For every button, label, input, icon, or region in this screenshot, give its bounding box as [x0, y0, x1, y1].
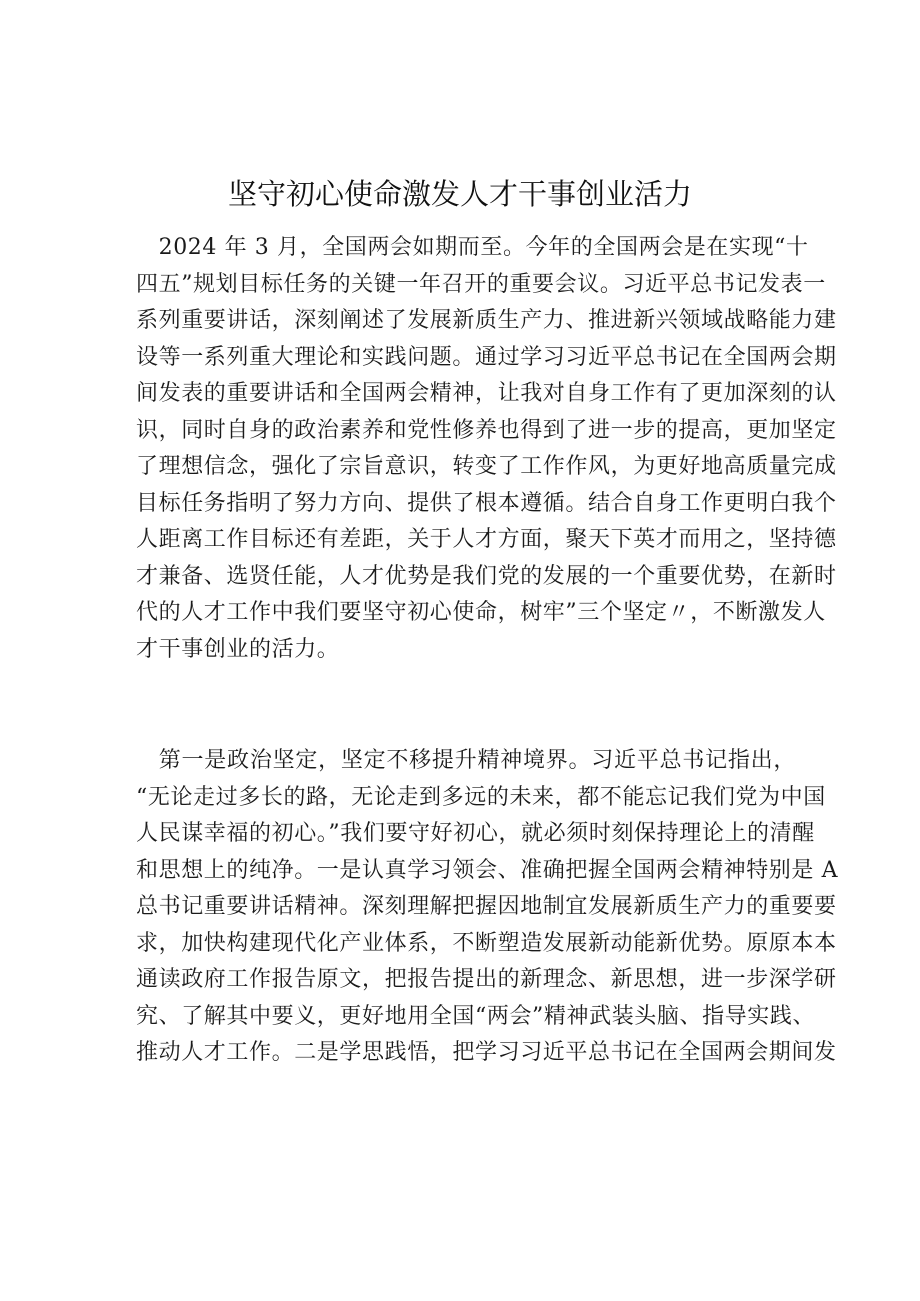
- text-line: 第一是政治坚定，坚定不移提升精神境界。习近平总书记指出，: [136, 748, 796, 773]
- text-line: 推动人才工作。二是学思践悟，把学习习近平总书记在全国两会期间发: [136, 1040, 837, 1065]
- text-line: 目标任务指明了努力方向、提供了根本遵循。结合自身工作更明白我个: [136, 490, 837, 516]
- paragraph-first-point: [136, 743, 839, 1072]
- text-line: 代的人才工作中我们要坚守初心使命，树牢”三个坚定〃，不断激发人: [136, 600, 826, 625]
- text-line: 总书记重要讲话精神。深刻理解把握因地制宜发展新质生产力的重要要: [136, 894, 837, 919]
- text-line: 才干事创业的活力。: [136, 636, 340, 662]
- text-line: 识，同时自身的政治素养和党性修养也得到了进一步的提高，更加坚定: [136, 417, 837, 443]
- text-line: 2024 年 3 月，全国两会如期而至。今年的全国两会是在实现“十: [136, 235, 809, 260]
- text-line: 求，加快构建现代化产业体系，不断塑造发展新动能新优势。原原本本: [136, 930, 837, 956]
- text-line: 系列重要讲话，深刻阐述了发展新质生产力、推进新兴领域战略能力建: [136, 308, 837, 333]
- paragraph-intro: [136, 230, 837, 668]
- text-line: 究、了解其中要义，更好地用全国“两会”精神武装头脑、指导实践、: [136, 1003, 816, 1029]
- text-line: 设等一系列重大理论和实践问题。通过学习习近平总书记在全国两会期: [136, 344, 837, 370]
- text-line: 四五”规划目标任务的关键一年召开的重要会议。习近平总书记发表一: [136, 271, 826, 297]
- text-line: “无论走过多长的路，无论走到多远的未来，都不能忘记我们党为中国: [136, 784, 826, 810]
- document-title: 坚守初心使命激发人才干事创业活力: [227, 177, 692, 211]
- text-line: 通读政府工作报告原文，把报告提出的新理念、新思想，进一步深学研: [136, 967, 837, 992]
- text-line: 了理想信念，强化了宗旨意识，转变了工作作风，为更好地高质量完成: [136, 454, 837, 479]
- text-line: 人距离工作目标还有差距，关于人才方面，聚天下英才而用之，坚持德: [136, 527, 837, 552]
- text-line: 人民谋幸福的初心。”我们要守好初心，就必须时刻保持理论上的清醒: [136, 821, 815, 846]
- text-line: 间发表的重要讲话和全国两会精神，让我对自身工作有了更加深刻的认: [136, 381, 837, 406]
- text-line: 和思想上的纯净。一是认真学习领会、准确把握全国两会精神特别是 A: [136, 857, 839, 883]
- text-line: 才兼备、选贤任能，人才优势是我们党的发展的一个重要优势，在新时: [136, 563, 837, 589]
